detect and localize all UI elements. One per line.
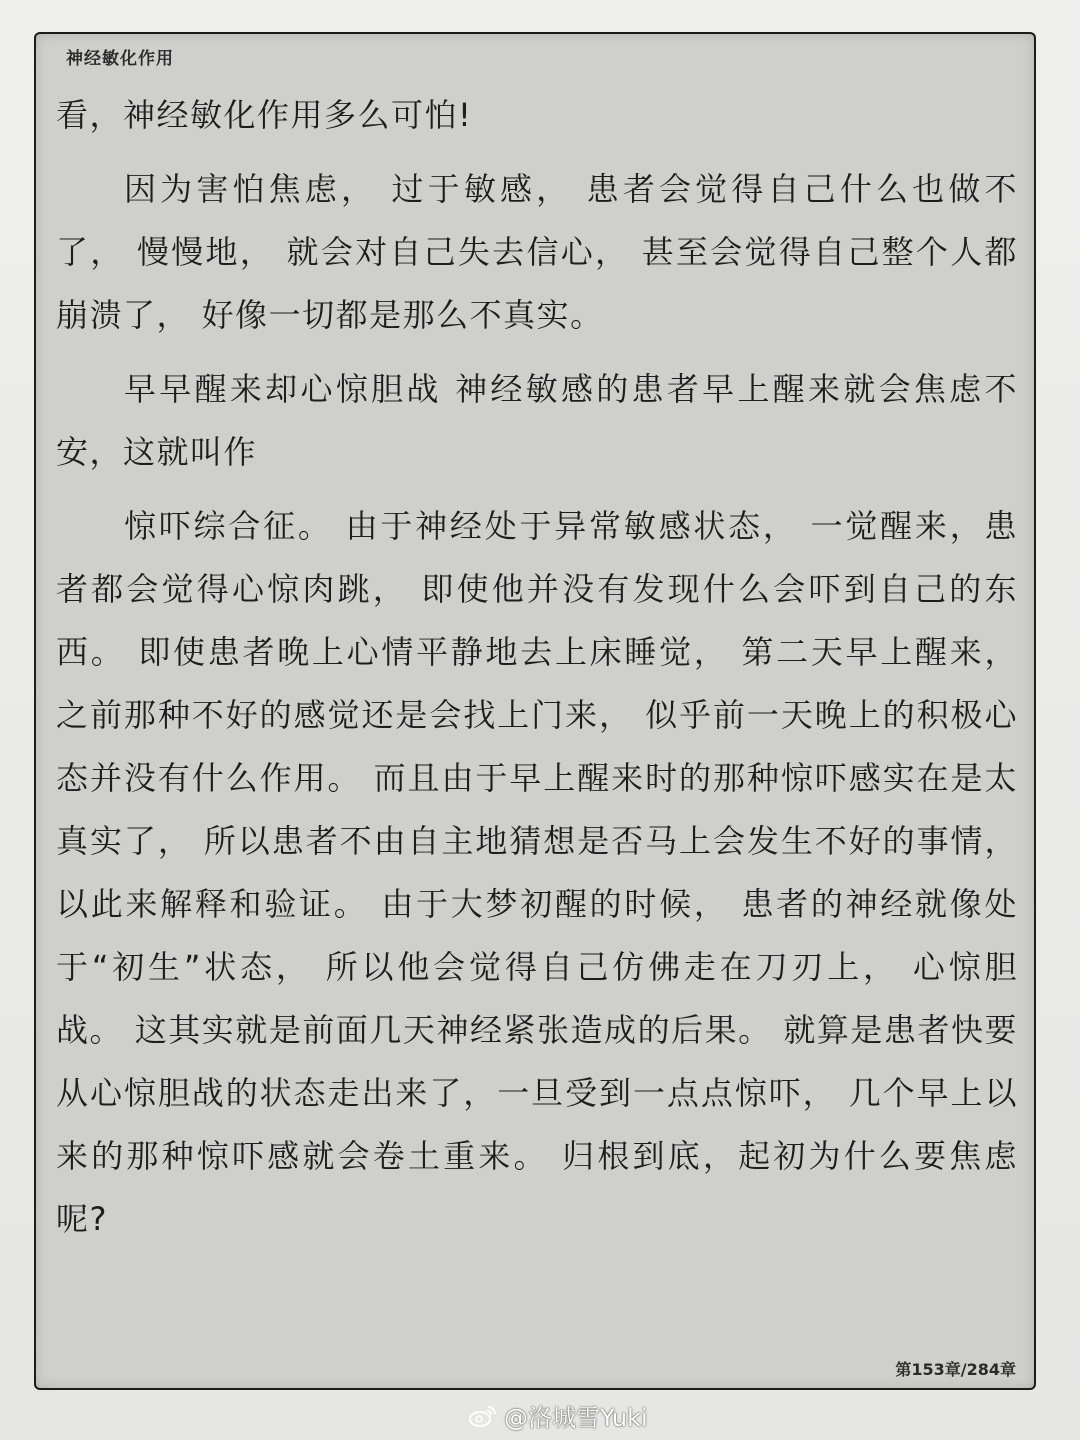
page-content[interactable]	[56, 84, 1018, 1251]
weibo-watermark	[468, 1398, 648, 1433]
page-indicator: 第153章/284章	[895, 1360, 1016, 1379]
paragraph-2: 因为害怕焦虑， 过于敏感， 患者会觉得自己什么也做不了， 慢慢地， 就会对自己失去信心， 甚至会觉得自己整个人都崩溃了， 好像一切都是那么不真实。	[56, 170, 1018, 334]
ereader-screen[interactable]	[34, 32, 1036, 1390]
weibo-icon	[468, 1404, 498, 1428]
watermark-text: @洛城雪Yuki	[504, 1404, 648, 1432]
chapter-title: 神经敏化作用	[66, 49, 174, 69]
paragraph-1: 看，神经敏化作用多么可怕!	[56, 96, 473, 134]
paragraph-3: 早早醒来却心惊胆战 神经敏感的患者早上醒来就会焦虑不安，这就叫作	[56, 370, 1018, 471]
paragraph-4: 惊吓综合征。 由于神经处于异常敏感状态， 一觉醒来，患者都会觉得心惊肉跳， 即使他并没有发现什么会吓到自己的东西。 即使患者晚上心情平静地去上床睡觉， 第二天早上醒来， 之前那种不好的感觉还是会找上门来， 似乎前一天晚上的积极心态并没有什么作用。 而且由于早上醒来时的那种惊吓感实在是太真实了， 所以患者不由自主地猜想是否马上会发生不好的事情， 以此来解释和验证。 由于大梦初醒的时候， 患者的神经就像处于“初生”状态， 所以他会觉得自己仿佛走在刀刃上， 心惊胆战。 这其实就是前面几天神经紧张造成的后果。 就算是患者快要从心惊胆战的状态走出来了，一旦受到一点点惊吓， 几个早上以来的那种惊吓感就会卷土重来。 归根到底，起初为什么要焦虑呢?	[56, 507, 1018, 1238]
